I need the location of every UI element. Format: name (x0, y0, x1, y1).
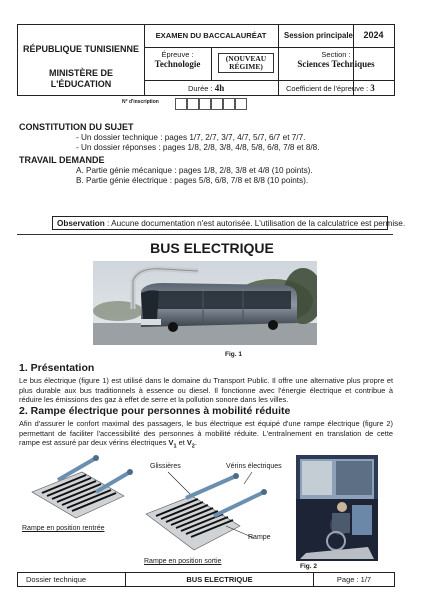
fig2-label: Fig. 2 (300, 563, 317, 570)
exam-title: EXAMEN DU BACCALAURÉAT (155, 31, 267, 40)
inscription-label: N° d'inscription (122, 99, 159, 105)
inscription-box (211, 98, 223, 110)
section2-title: 2. Rampe électrique pour personnes à mobilité réduite (19, 405, 291, 417)
caption-rampe-rentree: Rampe en position rentrée (22, 525, 105, 532)
inscription-box (175, 98, 187, 110)
inscription-box (187, 98, 199, 110)
wheelchair-ramp-photo (296, 455, 378, 561)
duree-label: Durée : 4h (188, 83, 225, 93)
travail-title: TRAVAIL DEMANDE (19, 155, 105, 165)
session-label: Session principale (284, 31, 353, 40)
footer-dossier: Dossier technique (18, 573, 126, 586)
label-verins: Vérins électriques (226, 463, 282, 470)
section-label: Section : (321, 50, 351, 59)
ministry-name: MINISTÈRE DE L'ÉDUCATION (48, 68, 113, 89)
observation-box (52, 216, 406, 230)
travail-item: A. Partie génie mécanique : pages 1/8, 2/8, 3/8 et 4/8 (10 points). (76, 166, 313, 175)
section1-title: 1. Présentation (19, 362, 95, 374)
observation-label: Observation (57, 219, 105, 228)
ramp-retracted-drawing (28, 452, 138, 522)
constitution-item: - Un dossier réponses : pages 1/8, 2/8, 3/8, 4/8, 5/8, 6/8, 7/8 et 8/8. (76, 143, 320, 152)
ramp-extended-drawing (140, 470, 268, 560)
epreuve-label: Épreuve : (161, 50, 194, 59)
inscription-box (199, 98, 211, 110)
coefficient: Coefficient de l'épreuve : 3 (286, 83, 375, 93)
page-footer (17, 572, 395, 587)
divider (17, 234, 393, 235)
country-name: RÉPUBLIQUE TUNISIENNE (22, 44, 139, 54)
footer-page: Page : 1/7 (336, 575, 372, 584)
label-rampe: Rampe (248, 534, 271, 541)
section-value: Sciences Techniques (297, 59, 375, 69)
observation-text: : Aucune documentation n'est autorisée. L'utilisation de la calculatrice est permise. (104, 219, 406, 228)
epreuve-value: Technologie (154, 59, 201, 69)
exam-header (17, 24, 395, 96)
caption-rampe-sortie: Rampe en position sortie (144, 558, 222, 565)
section1-text: Le bus électrique (figure 1) est utilisé dans le domaine du Transport Public. Il offre une alternative plus propre et plus durable aux bus traditionnels à essence ou diesel. Il fonctionne avec l'énergie électrique et contribue à réduire les émissions des gaz à effet de serre et la pollution sonore dans les villes. (19, 376, 393, 405)
travail-section (19, 155, 105, 165)
bus-photo (93, 261, 317, 345)
inscription-box (223, 98, 235, 110)
label-glissieres: Glissières (150, 463, 181, 470)
constitution-section (19, 122, 134, 132)
footer-title: BUS ELECTRIQUE (126, 573, 314, 586)
constitution-item: - Un dossier technique : pages 1/7, 2/7, 3/7, 4/7, 5/7, 6/7 et 7/7. (76, 133, 306, 142)
regime-badge: (NOUVEAU RÉGIME) (218, 53, 274, 73)
section2-text: Afin d'assurer le confort maximal des passagers, le bus électrique est équipé d'une rampe électrique (figure 2) permettant de faciliter l'accessibilité des personnes à mobilité réduite. L'entraînement en translation de cette rampe est assuré par deux vérins électriques $V_1$ et $V_2$. (19, 419, 393, 450)
exam-year: 2024 (363, 30, 384, 40)
fig1-label: Fig. 1 (225, 351, 242, 358)
constitution-title: CONSTITUTION DU SUJET (19, 122, 134, 132)
main-title: BUS ELECTRIQUE (150, 240, 274, 256)
travail-item: B. Partie génie électrique : pages 5/8, 6/8, 7/8 et 8/8 (10 points). (76, 176, 309, 185)
inscription-box (235, 98, 247, 110)
